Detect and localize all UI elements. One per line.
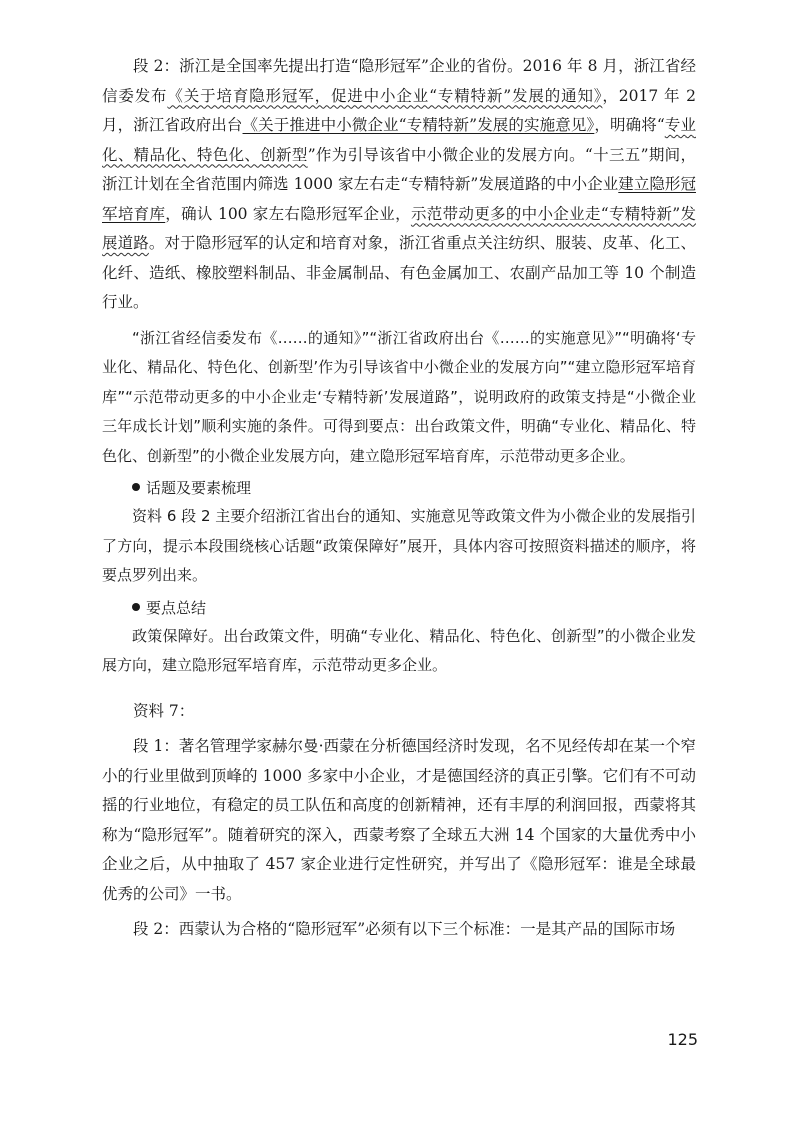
page-content <box>102 52 696 945</box>
text-run: ，2017 年 2 月，浙江省政府出台 <box>102 86 696 134</box>
section-heading-topic <box>102 477 696 498</box>
paragraph-material7-section2: 段 2：西蒙认为合格的“隐形冠军”必须有以下三个标准：一是其产品的国际市场 <box>133 920 676 938</box>
text-run: ，确认 100 家左右隐形冠军企业， <box>165 204 411 223</box>
text-run: ，明确将“ <box>594 116 665 134</box>
summary-paragraph: 政策保障好。出台政策文件，明确“专业化、精品化、特色化、创新型”的小微企业发展方向，建立隐形冠军培育库，示范带动更多企业。 <box>102 626 696 674</box>
wavy-underline-notice-title: 《关于培育隐形冠军，促进中小企业“专精特新”发展的通知》 <box>167 86 603 105</box>
paragraph-material7-section1: 段 1：著名管理学家赫尔曼·西蒙在分析德国经济时发现，名不见经传却在某一个窄小的行业里做到顶峰的 1000 多家中小企业，才是德国经济的真正引擎。它们有不可动摇的行业地位，有稳定的员工队伍和高度的创新精神，还有丰厚的利润回报，西蒙将其称为“隐形冠军”。随着研究的深入，西蒙考察了全球五大洲 14 个国家的大量优秀中小企业之后，从中抽取了 457 家企业进行定性研究，并写出了《隐形冠军：谁是全球最优秀的公司》一书。 <box>102 737 696 903</box>
material-7-label: 资料 7： <box>133 701 195 720</box>
heading-text: 要点总结 <box>146 598 207 617</box>
page-number: 125 <box>667 1030 698 1049</box>
underline-opinion-title: 《关于推进中小微企业“专精特新”发展的实施意见》 <box>242 116 595 134</box>
topic-paragraph: 资料 6 段 2 主要介绍浙江省出台的通知、实施意见等政策文件为小微企业的发展指引了方向，提示本段围绕核心话题“政策保障好”展开，具体内容可按照资料描述的顺序，将要点罗列出来。 <box>102 507 696 584</box>
heading-text: 话题及要素梳理 <box>146 479 252 497</box>
section-heading-summary <box>102 597 696 618</box>
text-run: ”作为引导该省中小微企业的发展方向。“十三五”期间，浙江计划在全省范围内筛选 1000 家左右走“专精特新”发展道路的中小企业 <box>102 145 696 193</box>
wavy-underline-demonstration: 示范带动更多的中小企业走“专精特新”发展道路 <box>102 204 696 252</box>
paragraph-material6-section2 <box>102 52 696 318</box>
underline-cultivation-pool: 建立隐形冠军培育库 <box>102 175 696 223</box>
text-run: 段 2：浙江是全国率先提出打造“隐形冠军”企业的省份。2016 年 8 月，浙江省经信委发布 <box>102 57 696 105</box>
text-run: 。对于隐形冠军的认定和培育对象，浙江省重点关注纺织、服装、皮革、化工、化纤、造纸、橡胶塑料制品、非金属制品、有色金属加工、农副产品加工等 10 个制造行业。 <box>102 234 696 311</box>
wavy-underline-direction: 专业化、精品化、特色化、创新型 <box>102 116 696 164</box>
bullet-icon <box>132 603 140 611</box>
bullet-icon <box>132 483 140 491</box>
analysis-paragraph: “浙江省经信委发布《……的通知》”“浙江省政府出台《……的实施意见》”“明确将‘专业化、精品化、特色化、创新型’作为引导该省中小微企业的发展方向”“建立隐形冠军培育库”“示范带动更多的中小企业走‘专精特新’发展道路”，说明政府的政策支持是“小微企业三年成长计划”顺利实施的条件。可得到要点：出台政策文件，明确“专业化、精品化、特色化、创新型”的小微企业发展方向，建立隐形冠军培育库，示范带动更多企业。 <box>102 328 696 465</box>
